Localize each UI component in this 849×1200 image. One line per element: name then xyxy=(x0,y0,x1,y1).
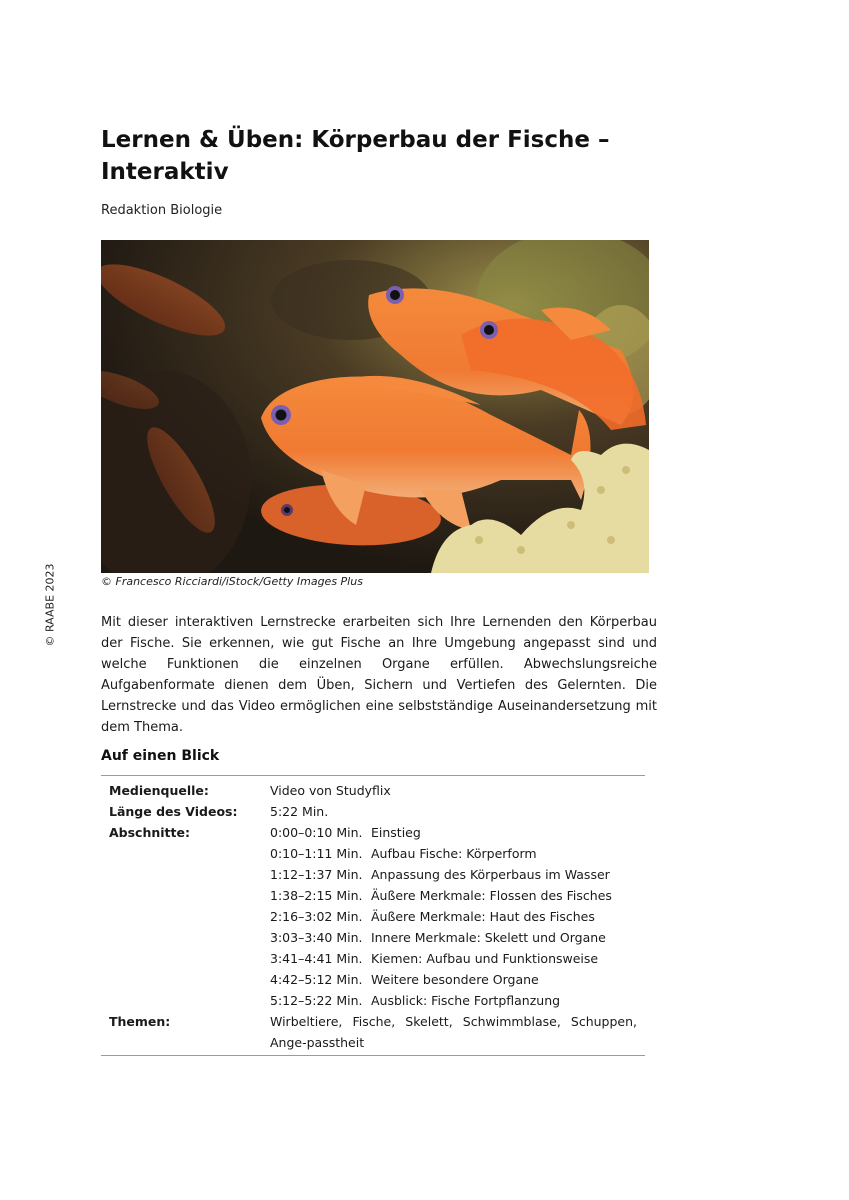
length-value: 5:22 Min. xyxy=(270,804,329,819)
fish-photo-illustration xyxy=(101,240,649,573)
segment-item xyxy=(270,927,645,948)
topics-label: Themen: xyxy=(109,1014,171,1029)
segment-time: 2:16–3:02 Min. xyxy=(270,909,363,924)
segment-title: Äußere Merkmale: Haut des Fisches xyxy=(371,909,595,924)
segment-item xyxy=(270,990,645,1011)
topics-row xyxy=(101,1011,645,1053)
author-line: Redaktion Biologie xyxy=(101,203,223,218)
overview-table xyxy=(101,775,645,1056)
segment-list xyxy=(270,822,645,1011)
segment-title: Aufbau Fische: Körperform xyxy=(371,846,537,861)
sections-label: Abschnitte: xyxy=(109,825,190,840)
segment-title: Kiemen: Aufbau und Funktionsweise xyxy=(371,951,599,966)
overview-heading: Auf einen Blick xyxy=(101,748,220,764)
segment-title: Anpassung des Körperbaus im Wasser xyxy=(371,867,610,882)
segment-item xyxy=(270,906,645,927)
media-label: Medienquelle: xyxy=(109,783,209,798)
segment-time: 0:10–1:11 Min. xyxy=(270,846,363,861)
segment-title: Einstieg xyxy=(371,825,421,840)
segment-item xyxy=(270,843,645,864)
length-row xyxy=(101,801,645,822)
segment-time: 4:42–5:12 Min. xyxy=(270,972,363,987)
segment-title: Ausblick: Fische Fortpflanzung xyxy=(371,993,561,1008)
page-title: Lernen & Üben: Körperbau der Fische – Interaktiv xyxy=(101,127,610,185)
topics-value: Wirbeltiere, Fische, Skelett, Schwimmblase, Schuppen, Ange-passtheit xyxy=(270,1014,637,1050)
segment-time: 1:38–2:15 Min. xyxy=(270,888,363,903)
segment-title: Weitere besondere Organe xyxy=(371,972,539,987)
photo-caption: © Francesco Ricciardi/iStock/Getty Images Plus xyxy=(101,575,363,588)
segment-time: 0:00–0:10 Min. xyxy=(270,825,363,840)
segment-time: 5:12–5:22 Min. xyxy=(270,993,363,1008)
segment-item xyxy=(270,969,645,990)
segment-item xyxy=(270,822,645,843)
segment-item xyxy=(270,885,645,906)
fish-photo xyxy=(101,240,649,573)
segment-time: 3:41–4:41 Min. xyxy=(270,951,363,966)
segment-time: 1:12–1:37 Min. xyxy=(270,867,363,882)
intro-paragraph: Mit dieser interaktiven Lernstrecke erarbeiten sich Ihre Lernenden den Körperbau der Fische. Sie erkennen, wie gut Fische an Ihre Umgebung angepasst sind und welche Funktionen die einzelnen Organe erfüllen. Abwechslungsreiche Aufgabenformate dienen dem Üben, Sichern und Vertiefen des Gelernten. Die Lernstrecke und das Video ermöglichen eine selbstständige Auseinandersetzung mit dem Thema. xyxy=(101,615,657,735)
sections-row xyxy=(101,822,645,1011)
segment-item xyxy=(270,864,645,885)
media-row xyxy=(101,780,645,801)
media-value: Video von Studyflix xyxy=(270,783,391,798)
segment-title: Innere Merkmale: Skelett und Organe xyxy=(371,930,606,945)
copyright-notice: © RAABE 2023 xyxy=(43,563,57,647)
segment-time: 3:03–3:40 Min. xyxy=(270,930,363,945)
length-label: Länge des Videos: xyxy=(109,804,238,819)
segment-title: Äußere Merkmale: Flossen des Fisches xyxy=(371,888,612,903)
segment-item xyxy=(270,948,645,969)
